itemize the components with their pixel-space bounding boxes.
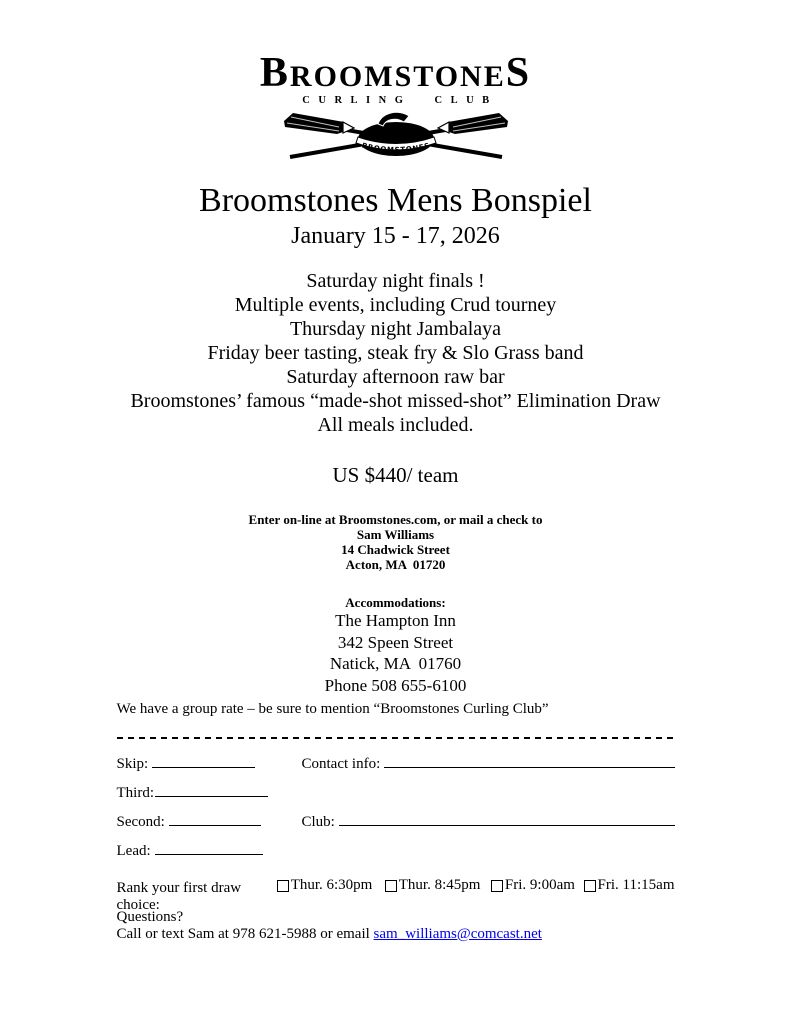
- club-label: Club:: [301, 814, 335, 830]
- form-row-skip: [117, 754, 675, 773]
- draw-choice-thur-845[interactable]: [385, 877, 491, 894]
- draw-choice-label: Fri. 11:15am: [597, 877, 675, 893]
- rank-label: Rank your first draw choice:: [116, 879, 242, 913]
- contact-info-label: Contact info:: [301, 756, 381, 772]
- draw-choice-fri-1115[interactable]: [584, 877, 675, 894]
- entry-contact-name: Sam Williams: [356, 527, 435, 542]
- registration-form: [116, 754, 675, 913]
- highlight-line: Saturday afternoon raw bar: [286, 366, 505, 388]
- hotel-city: Natick, MA 01760: [329, 654, 462, 673]
- second-field: [169, 812, 261, 826]
- entry-fee: US $440/ team: [332, 463, 459, 487]
- event-dates: January 15 - 17, 2026: [291, 223, 500, 249]
- dashed-separator: [117, 737, 675, 739]
- logo-wordmark-cap-first: B: [259, 50, 290, 96]
- lead-label: Lead:: [116, 843, 151, 859]
- draw-choice-row: [116, 877, 675, 913]
- email-link[interactable]: sam_williams@comcast.net: [373, 925, 542, 942]
- entry-instructions: [117, 512, 675, 572]
- logo-wordmark: [117, 52, 675, 94]
- highlight-line: Broomstones’ famous “made-shot missed-shot” Elimination Draw: [130, 390, 661, 412]
- contact-info-field: [384, 754, 674, 768]
- questions-block: [117, 909, 675, 942]
- draw-choice-thur-630[interactable]: [277, 877, 385, 894]
- hotel-name: The Hampton Inn: [335, 611, 456, 630]
- checkbox-icon[interactable]: [584, 880, 596, 892]
- form-row-third: [117, 783, 675, 802]
- draw-choice-label: Fri. 9:00am: [504, 877, 575, 893]
- skip-field: [152, 754, 255, 768]
- draw-choice-fri-900[interactable]: [491, 877, 584, 894]
- page-title: Broomstones Mens Bonspiel: [199, 182, 592, 219]
- checkbox-icon[interactable]: [277, 880, 289, 892]
- hotel-street: 342 Speen Street: [337, 632, 454, 652]
- accommodations-block: [117, 610, 675, 696]
- second-label: Second:: [116, 814, 165, 830]
- logo-wordmark-cap-last: S: [505, 50, 532, 96]
- club-field: [339, 812, 675, 826]
- highlight-line: Multiple events, including Crud tourney: [234, 294, 557, 316]
- hotel-phone: Phone 508 655-6100: [324, 675, 467, 695]
- third-label: Third:: [116, 785, 154, 801]
- group-rate-note: We have a group rate – be sure to mention “Broomstones Curling Club”: [116, 701, 549, 717]
- accommodations-label: Accommodations:: [345, 595, 446, 610]
- logo: [117, 0, 675, 168]
- entry-street: 14 Chadwick Street: [341, 542, 450, 557]
- logo-wordmark-middle: ROOMSTONE: [289, 60, 506, 93]
- questions-contact-line: [117, 926, 675, 943]
- lead-field: [155, 841, 263, 855]
- checkbox-icon[interactable]: [385, 880, 397, 892]
- questions-contact-text: Call or text Sam at 978 621-5988 or email: [116, 925, 374, 942]
- highlight-line: Saturday night finals !: [306, 270, 485, 292]
- crossed-brooms-curling-stone-icon: [282, 107, 510, 163]
- highlight-line: All meals included.: [317, 414, 474, 436]
- form-row-second: [117, 812, 675, 831]
- skip-label: Skip:: [116, 756, 149, 772]
- event-highlights: [117, 269, 675, 437]
- draw-choice-label: Thur. 6:30pm: [290, 877, 373, 893]
- logo-subtitle: CURLING CLUB: [302, 95, 498, 106]
- entry-city: Acton, MA 01720: [345, 557, 446, 572]
- questions-label: Questions?: [116, 909, 184, 925]
- highlight-line: Friday beer tasting, steak fry & Slo Grass band: [207, 342, 584, 364]
- draw-choice-label: Thur. 8:45pm: [398, 877, 481, 893]
- highlight-line: Thursday night Jambalaya: [289, 318, 502, 340]
- entry-line: Enter on-line at Broomstones.com, or mail a check to: [248, 512, 543, 527]
- checkbox-icon[interactable]: [491, 880, 503, 892]
- third-field: [155, 783, 268, 797]
- form-row-lead: [117, 841, 675, 860]
- logo-stone-label: BROOMSTONES: [360, 141, 431, 155]
